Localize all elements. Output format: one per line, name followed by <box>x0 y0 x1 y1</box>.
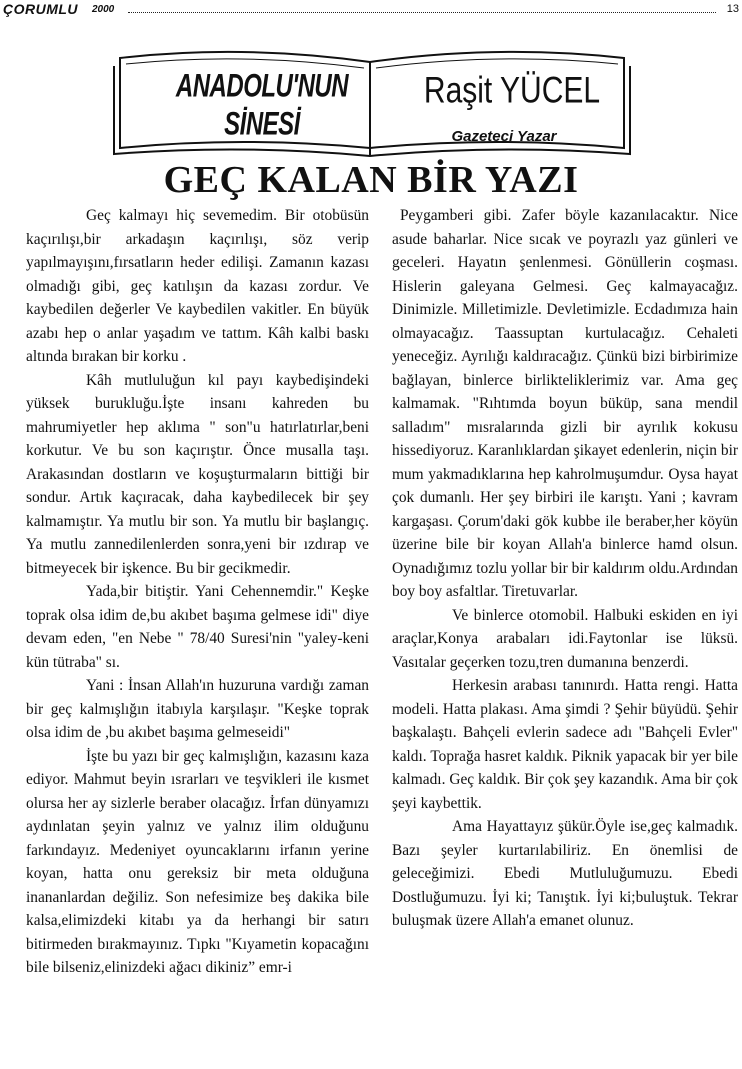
paragraph: Geç kalmayı hiç sevemedim. Bir otobüsün kaçırılışı,bir arkadaşın kaçırılışı, söz verip yapılmayışını,fırsatların heder edilişi. Zamanın kazası olmadığı gibi, geç katılışın da kazası zordur. Ve kaybedilen değerler Ve kaybedilen vakitler. En büyük azabı hep o anlar yaşadım ve tattım. Kâh kalbi baskı altında bırakan bir korku . <box>26 207 369 365</box>
paragraph: Yani : İnsan Allah'ın huzuruna vardığı zaman bir geç kalmışlığın itabıyla karşılaşır. "Keşke toprak olsa idim de ,bu akıbet başıma gelmeseidi" <box>26 677 369 741</box>
article-title: GEÇ KALAN BİR YAZI <box>163 159 579 201</box>
paragraph: Kâh mutluluğun kıl payı kaybedişindeki yüksek burukluğu.İşte insanı kahreden bu mahrumiyetler hep aklıma " son"u hatırlatırlar,beni korkutur. Ve bu son kaçırıştır. Önce musalla taşı. Arakasından dostların ve koşuşturmaların bittiği bir sondur. Artık kaçıracak, daha kaybedilecek bir şey kalmamıştır. Ya mutlu bir son. Ya mutlu bir başlangıç. Ya mutlu zannedilenlerden sonra,yeni bir ızdırap ve bitmeyecek bir işkence. Bu bir gecikmedir. <box>26 371 369 577</box>
paragraph: İşte bu yazı bir geç kalmışlığın, kazasını kaza ediyor. Mahmut beyin ısrarları ve teşvikleri ile kısmet olursa her ay sizlerle beraber olacağız. İrfan dünyamızı aydınlatan şeyin yalnız ve yalnız ilim olduğunu farkındayız. Medeniyet oyuncaklarını irfanın yerine koyan, hatta onu gereksiz bir meta olduğuna inananlardan değiliz. Son nefesimize beş dakika bile kalsa,elimizdeki kitabı ya da herhangi bir satırı bitirmeden bırakmayınız. Tıpkı "Kıyametin kopacağını bile bilseniz,elinizdeki ağacı dikiniz” emr-i <box>26 747 369 976</box>
column-banner <box>112 36 632 158</box>
masthead: ÇORUMLU <box>3 1 79 17</box>
paragraph: Ve binlerce otomobil. Halbuki eskiden en iyi araçlar,Konya arabaları idi.Faytonlar ise lüksü. Vasıtalar geçerken tozu,tren dumanına benzerdi. <box>392 606 738 671</box>
paragraph: Herkesin arabası tanınırdı. Hatta rengi. Hatta modeli. Hatta plakası. Ama şimdi ? Şehir büyüdü. Şehir başkalaştı. Bahçeli evlerin sadece adı "Bahçeli Evler" kaldı. Toprağa hasret kaldık. Piknik yapacak bir yer bile kalmadı. Geç kaldık. Bir çok şey kazandık. Ama bir çok şeyi kaybettik. <box>392 677 738 812</box>
masthead-year: 2000 <box>92 4 115 15</box>
article-column-left <box>26 204 369 980</box>
author-role: Gazeteci Yazar <box>451 128 557 145</box>
paragraph: Peygamberi gibi. Zafer böyle kazanılacaktır. Nice asude baharlar. Nice sıcak ve poyrazlı yaz günleri ve geceleri. Hayatın şenlenmesi. Gönüllerin coşması. Hislerin galeyana Gelmesi. Geç kalmayacağız. Dinimizle. Milletimizle. Devletimizle. Ecdadımıza hain olmayacağız. Taassuptan kurtulacağız. Cehaleti yeneceğiz. Ayrılığı kaldıracağız. Çünkü bizi birbirimize bağlayan, binlerce birlikteliklerimiz var. Ama geç kalmamak. "Rıhtımda boyun büküp, sana mendil salladım" mısralarında gizli bir ayrılık kokusu hissediyoruz. Karanlıklardan şikayet edenlerin, niçin bir mum yakmadıklarına hep kahrolmuşumdur. Oysa hayat çok dumanlı. Her şey birbiri ile karıştı. Yani ; kavram kargaşası. Çorum'daki gök kubbe ile beraber,her köyün üzerine bile bir koyan Allah'a binlerce hamd olsun. Oynadığımız tozlu yollar bir bir kaldırım oldu.Ardından boy boy asfaltlar. Tiretuvarlar. <box>392 207 738 600</box>
header-dotted-rule <box>128 12 716 13</box>
author-name: Raşit YÜCEL <box>423 69 601 111</box>
paragraph: Yada,bir bitiştir. Yani Cehennemdir." Keşke toprak olsa idim de,bu akıbet başıma gelmese idi" diye devam eden, "en Nebe " 78/40 Suresi'nin "yaley-keni kün tütraba" sı. <box>26 583 369 671</box>
page-header <box>0 0 742 22</box>
article-column-right <box>392 204 738 933</box>
paragraph: Ama Hayattayız şükür.Öyle ise,geç kalmadık. Bazı şeyler kurtarılabiliriz. En önemlisi de geleceğimizi. Ebedi Mutluluğumuzu. Ebedi Dostluğumuzu. İyi ki; Tanıştık. İyi ki;buluştuk. Tekrar buluşmak üzere Allah'a emanet olunuz. <box>392 818 738 929</box>
column-title: ANADOLU'NUN SİNESİ <box>175 68 349 143</box>
page-number: 13 <box>726 3 739 15</box>
